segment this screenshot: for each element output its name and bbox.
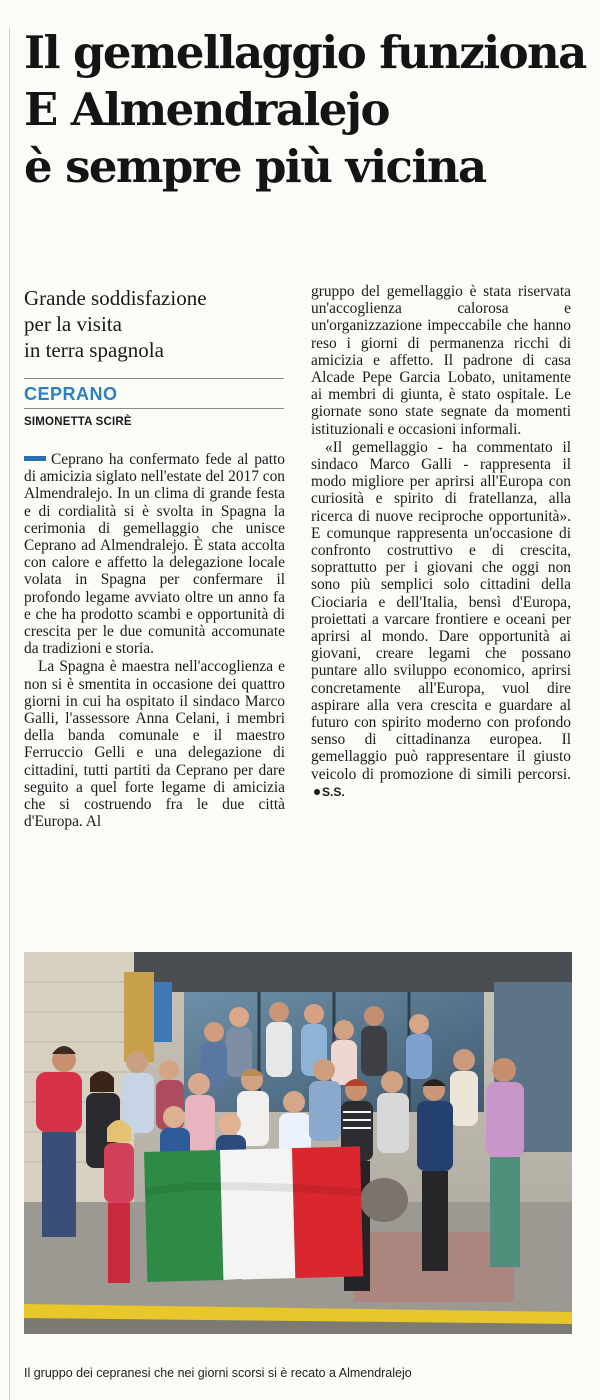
section-label: CEPRANO: [24, 384, 118, 404]
headline: [24, 24, 584, 195]
headline-line-2: E Almendralejo: [24, 83, 389, 136]
subheadline: [24, 285, 284, 363]
paragraph-lead-text: Ceprano ha confermato fede al patto di amicizia siglato nell'estate del 2017 con Almendralejo. In un clima di grande festa e di cordialità si è svolta in Spagna la cerimonia di gemellaggio che unisce Ceprano ad Almendralejo. È stata accolta con calore e affetto la delegazione locale volata in Spagna per confermare il profondo legame avviato oltre un anno fa e che ha prodotto scambi e opportunità di crescita per le due comunità accomunate da tradizioni e storia.: [24, 451, 285, 658]
paragraph: gruppo del gemellaggio è stata riservata un'accoglienza calorosa e un'organizzazione impeccabile che hanno reso i giorni di permanenza ricchi di amicizia e affetto. Il padrone di casa Alcade Pepe Garcia Lobato, unitamente ai membri di giunta, è stato ospitale. Le giornate sono state segnate da momenti istituzionali e occasioni informali.: [311, 283, 571, 438]
margin-rule: [9, 28, 10, 1400]
article-column-2: [311, 283, 571, 801]
group-photo: [24, 952, 572, 1334]
photo-caption: Il gruppo dei cepranesi che nei giorni scorsi si è recato a Almendralejo: [24, 1366, 412, 1380]
subhead-line-1: Grande soddisfazione: [24, 286, 207, 310]
paragraph-closing: [311, 439, 571, 801]
section-rule-top: [24, 378, 284, 379]
signature: S.S.: [322, 784, 345, 799]
author-byline: SIMONETTA SCIRÈ: [24, 416, 132, 428]
paragraph-closing-text: «Il gemellaggio - ha commentato il sindaco Marco Galli - rappresenta il modo migliore per aprirsi all'Europa con curiosità e spirito di fratellanza, alla ricerca di nuove reciproche opportunità». E comunque rappresenta un'occasione di confronto costruttivo e di crescita, soprattutto per i giovani che oggi non sono più semplici solo cittadini della Ciociaria e dell'Italia, bensì d'Europa, proiettati a varcare frontiere e oceani per aprirsi al mondo. Dare opportunità ai giovani, creare legami che possano puntare allo sviluppo economico, aprirsi concretamente all'Europa, vuol dire aspirare alla vera crescita e guardare al futuro con spirito moderno con profondo senso di cittadinanza europea. Il gemellaggio può rappresentare il giusto veicolo di promozione di simili percorsi.: [311, 438, 571, 783]
paragraph-lead: [24, 451, 285, 657]
headline-line-1: Il gemellaggio funziona: [24, 26, 586, 79]
section-rule-bottom: [24, 408, 284, 409]
headline-line-3: è sempre più vicina: [24, 140, 486, 193]
paragraph: La Spagna è maestra nell'accoglienza e non si è smentita in occasione dei quattro giorni in cui ha ospitato il sindaco Marco Galli, l'assessore Anna Celani, i membri della banda comunale e il maestro Ferruccio Gelli e una delegazione di cittadini, tutti partiti da Ceprano per dare seguito a quel forte legame di amicizia che si costruendo fra le due città d'Europa. Al: [24, 658, 285, 831]
group-photo-illustration: [24, 952, 572, 1334]
bullet-icon: [314, 789, 320, 795]
article-column-1: [24, 451, 285, 830]
subhead-line-2: per la visita: [24, 312, 122, 336]
lead-marker-icon: [24, 456, 46, 461]
subhead-line-3: in terra spagnola: [24, 338, 164, 362]
